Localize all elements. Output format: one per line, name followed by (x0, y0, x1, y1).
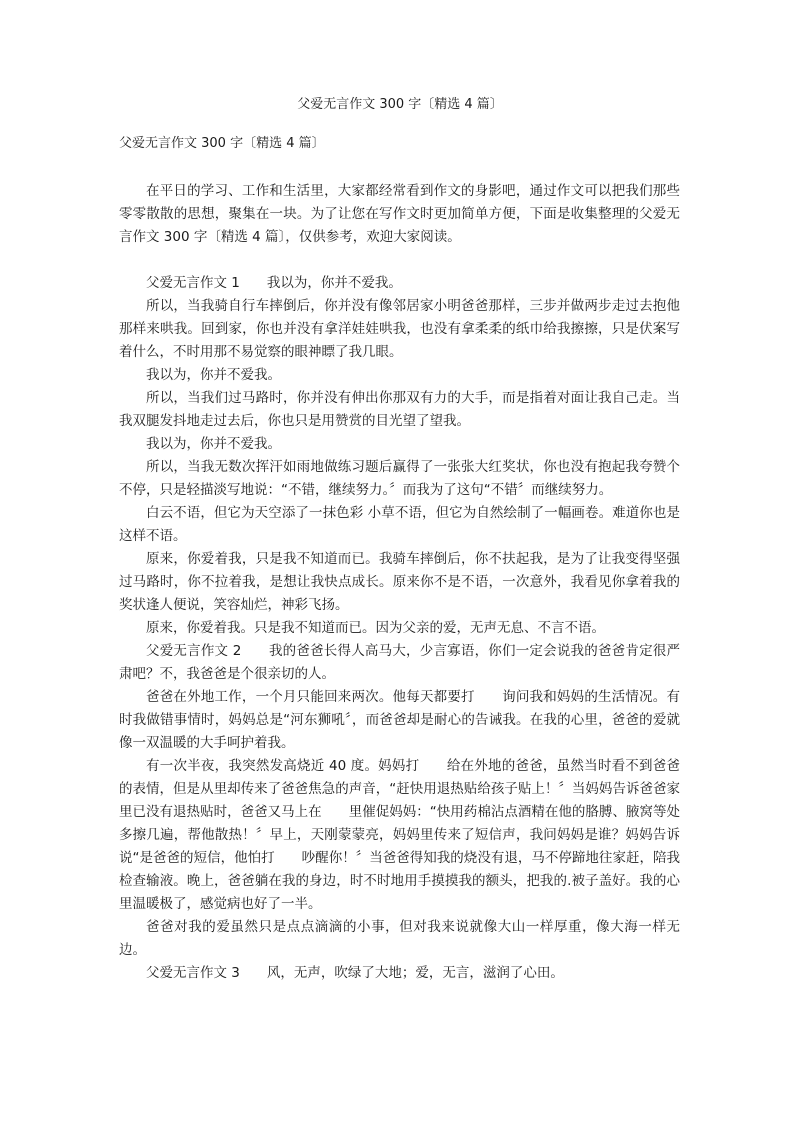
paragraph: 原来，你爱着我，只是我不知道而已。我骑车摔倒后，你不扶起我，是为了让我变得坚强 过马路时，你不拉着我，是想让我快点成长。原来你不是不语，一次意外，我看见你拿着我的奖状逢人便说，笑容灿烂，神彩飞扬。 (119, 551, 680, 613)
essay-1-heading-paragraph: 父爱无言作文 1 我以为，你并不爱我。 (146, 275, 402, 291)
document-body (119, 180, 680, 985)
paragraph: 所以，当我们过马路时，你并没有伸出你那双有力的大手，而是指着对面让我自己走。当我双腿发抖地走过去后，你也只是用赞赏的目光望了望我。 (119, 390, 680, 429)
paragraph: 我以为，你并不爱我。 (146, 367, 281, 383)
document-title: 父爱无言作文 300 字〔精选 4 篇〕 (297, 97, 503, 112)
paragraph: 白云不语，但它为天空添了一抹色彩 小草不语，但它为自然绘制了一幅画卷。难道你也是这样不语。 (119, 505, 680, 544)
essay-2-heading-paragraph: 父爱无言作文 2 我的爸爸长得人高马大，少言寡语，你们一定会说我的爸爸肯定很严肃吧？不，我爸爸是个很亲切的人。 (119, 643, 680, 682)
paragraph: 爸爸对我的爱虽然只是点点滴滴的小事，但对我来说就像大山一样厚重，像大海一样无边。 (119, 919, 680, 958)
paragraph: 爸爸在外地工作，一个月只能回来两次。他每天都要打 询问我和妈妈的生活情况。有时我做错事情时，妈妈总是“河东狮吼〞，而爸爸却是耐心的告诫我。在我的心里，爸爸的爱就像一双温暖的大手呵护着我。 (119, 689, 680, 751)
paragraph: 我以为，你并不爱我。 (146, 436, 281, 452)
paragraph: 有一次半夜，我突然发高烧近 40 度。妈妈打 给在外地的爸爸，虽然当时看不到爸爸的表情，但是从里却传来了爸爸焦急的声音，“赶快用退热贴给孩子贴上！〞当妈妈告诉爸爸家里已没有退热贴时，爸爸又马上在 里催促妈妈：“快用药棉沾点酒精在他的胳膊、腋窝等处多擦几遍，帮他散热！〞早上，天刚蒙蒙亮，妈妈里传来了短信声，我问妈妈是谁？妈妈告诉说“是爸爸的短信，他怕打 吵醒你！〞当爸爸得知我的烧没有退，马不停蹄地往家赶，陪我检查输液。晚上，爸爸躺在我的身边，时不时地用手摸摸我的额头，把我的.被子盖好。我的心里温暖极了，感觉病也好了一半。 (119, 758, 680, 912)
essay-3-heading-paragraph: 父爱无言作文 3 风，无声，吹绿了大地；爱，无言，滋润了心田。 (146, 965, 564, 981)
document-subtitle: 父爱无言作文 300 字〔精选 4 篇〕 (119, 136, 325, 151)
paragraph: 所以，当我骑自行车摔倒后，你并没有像邻居家小明爸爸那样，三步并做两步走过去抱他那样来哄我。回到家，你也并没有拿洋娃娃哄我，也没有拿柔柔的纸巾给我擦擦，只是伏案写着什么，不时用那不易觉察的眼神瞟了我几眼。 (119, 298, 680, 360)
paragraph: 原来，你爱着我。只是我不知道而已。因为父亲的爱，无声无息、不言不语。 (146, 620, 605, 636)
paragraph: 所以，当我无数次挥汗如雨地做练习题后赢得了一张张大红奖状，你也没有抱起我夸赞个不停，只是轻描淡写地说：“不错，继续努力。〞而我为了这句“不错〞而继续努力。 (119, 459, 680, 498)
intro-paragraph: 在平日的学习、工作和生活里，大家都经常看到作文的身影吧，通过作文可以把我们那些零零散散的思想，聚集在一块。为了让您在写作文时更加简单方便，下面是收集整理的父爱无言作文 300 字〔精选 4 篇〕，仅供参考，欢迎大家阅读。 (119, 183, 680, 245)
